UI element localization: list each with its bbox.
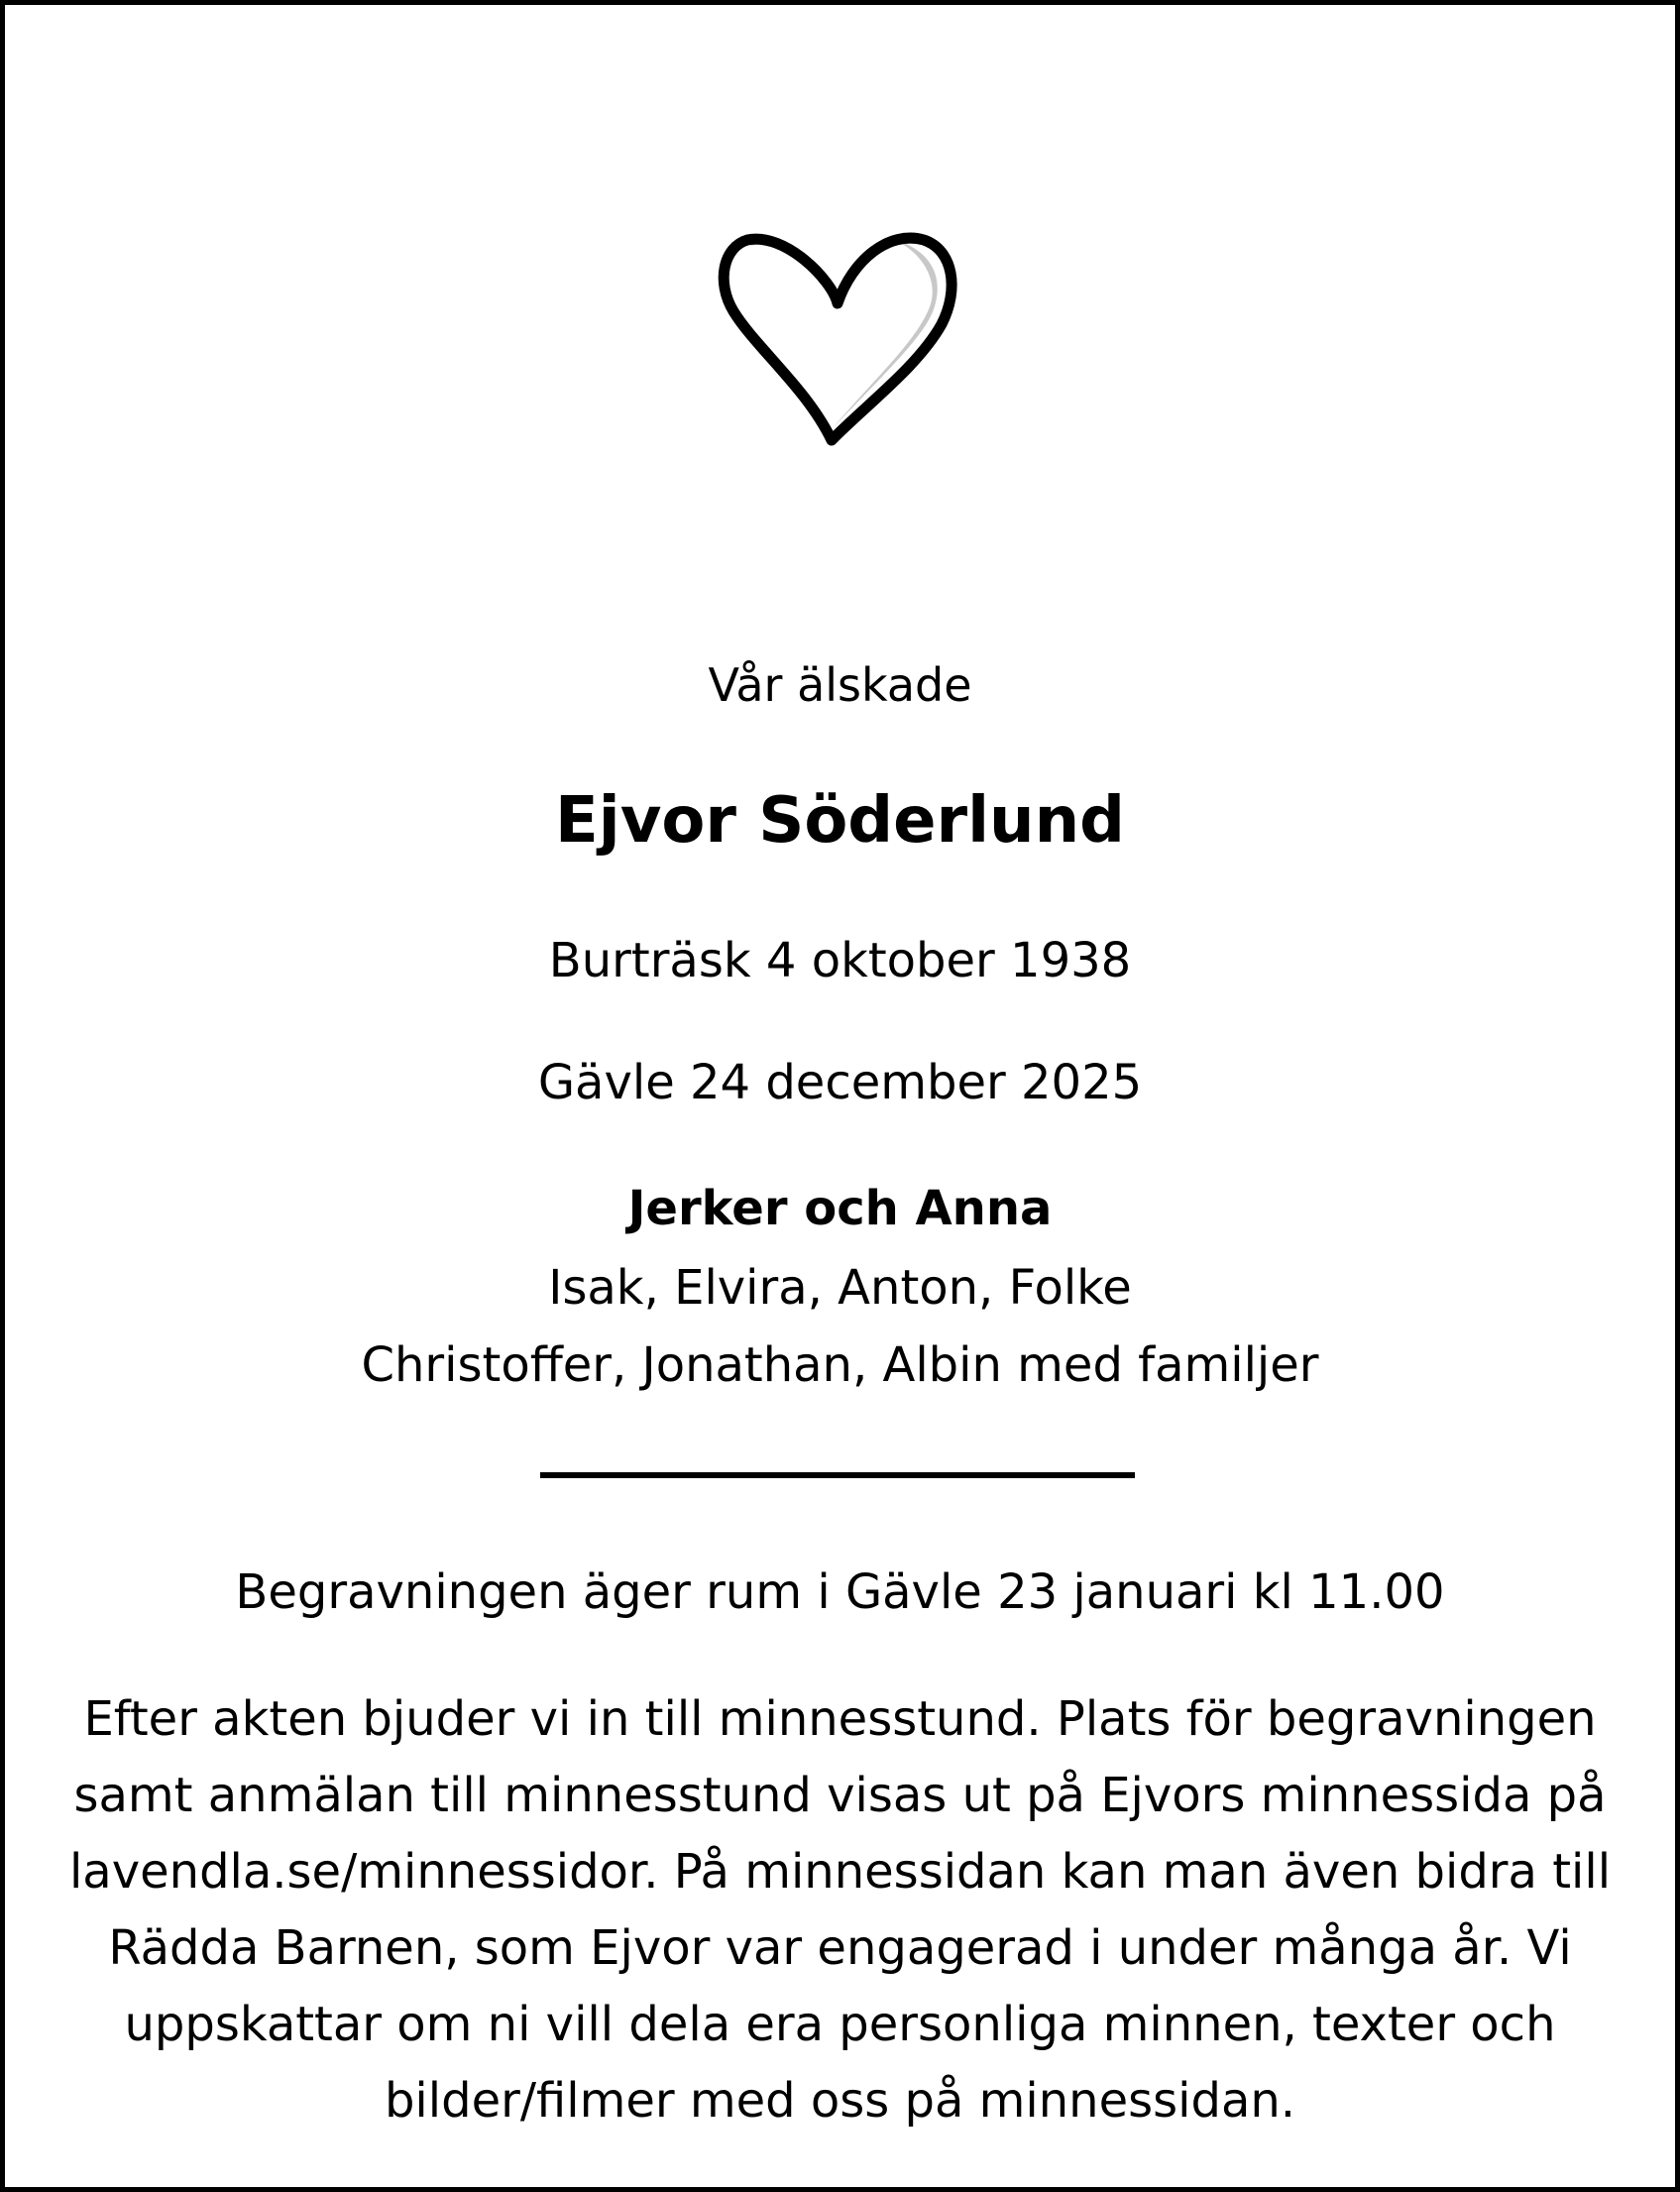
memorial-info xyxy=(20,1681,1660,2139)
deceased-name: Ejvor Söderlund xyxy=(555,784,1125,858)
mourners-line: Christoffer, Jonathan, Albin med familjer xyxy=(361,1337,1319,1393)
memorial-info-line: samt anmälan till minnesstund visas ut på Ejvors minnessida på xyxy=(73,1768,1607,1823)
memorial-info-line: lavendla.se/minnessidor. På minnessidan kan man även bidra till xyxy=(68,1844,1612,1900)
intro-text: Vår älskade xyxy=(708,658,972,712)
death-date: Gävle 24 december 2025 xyxy=(537,1055,1143,1110)
memorial-info-line: Efter akten bjuder vi in till minnesstund. Plats för begravningen xyxy=(83,1691,1597,1747)
divider-line xyxy=(540,1472,1135,1478)
heart-icon xyxy=(716,220,963,448)
memorial-info-line: uppskattar om ni vill dela era personliga minnen, texter och xyxy=(124,1997,1556,2052)
birth-date: Burträsk 4 oktober 1938 xyxy=(548,933,1132,988)
funeral-info: Begravningen äger rum i Gävle 23 januari kl 11.00 xyxy=(235,1564,1445,1620)
mourners-line: Isak, Elvira, Anton, Folke xyxy=(548,1260,1132,1316)
memorial-info-line: bilder/filmer med oss på minnessidan. xyxy=(384,2073,1296,2129)
memorial-info-line: Rädda Barnen, som Ejvor var engagerad i under många år. Vi xyxy=(108,1920,1572,1976)
mourners-main: Jerker och Anna xyxy=(627,1181,1053,1236)
